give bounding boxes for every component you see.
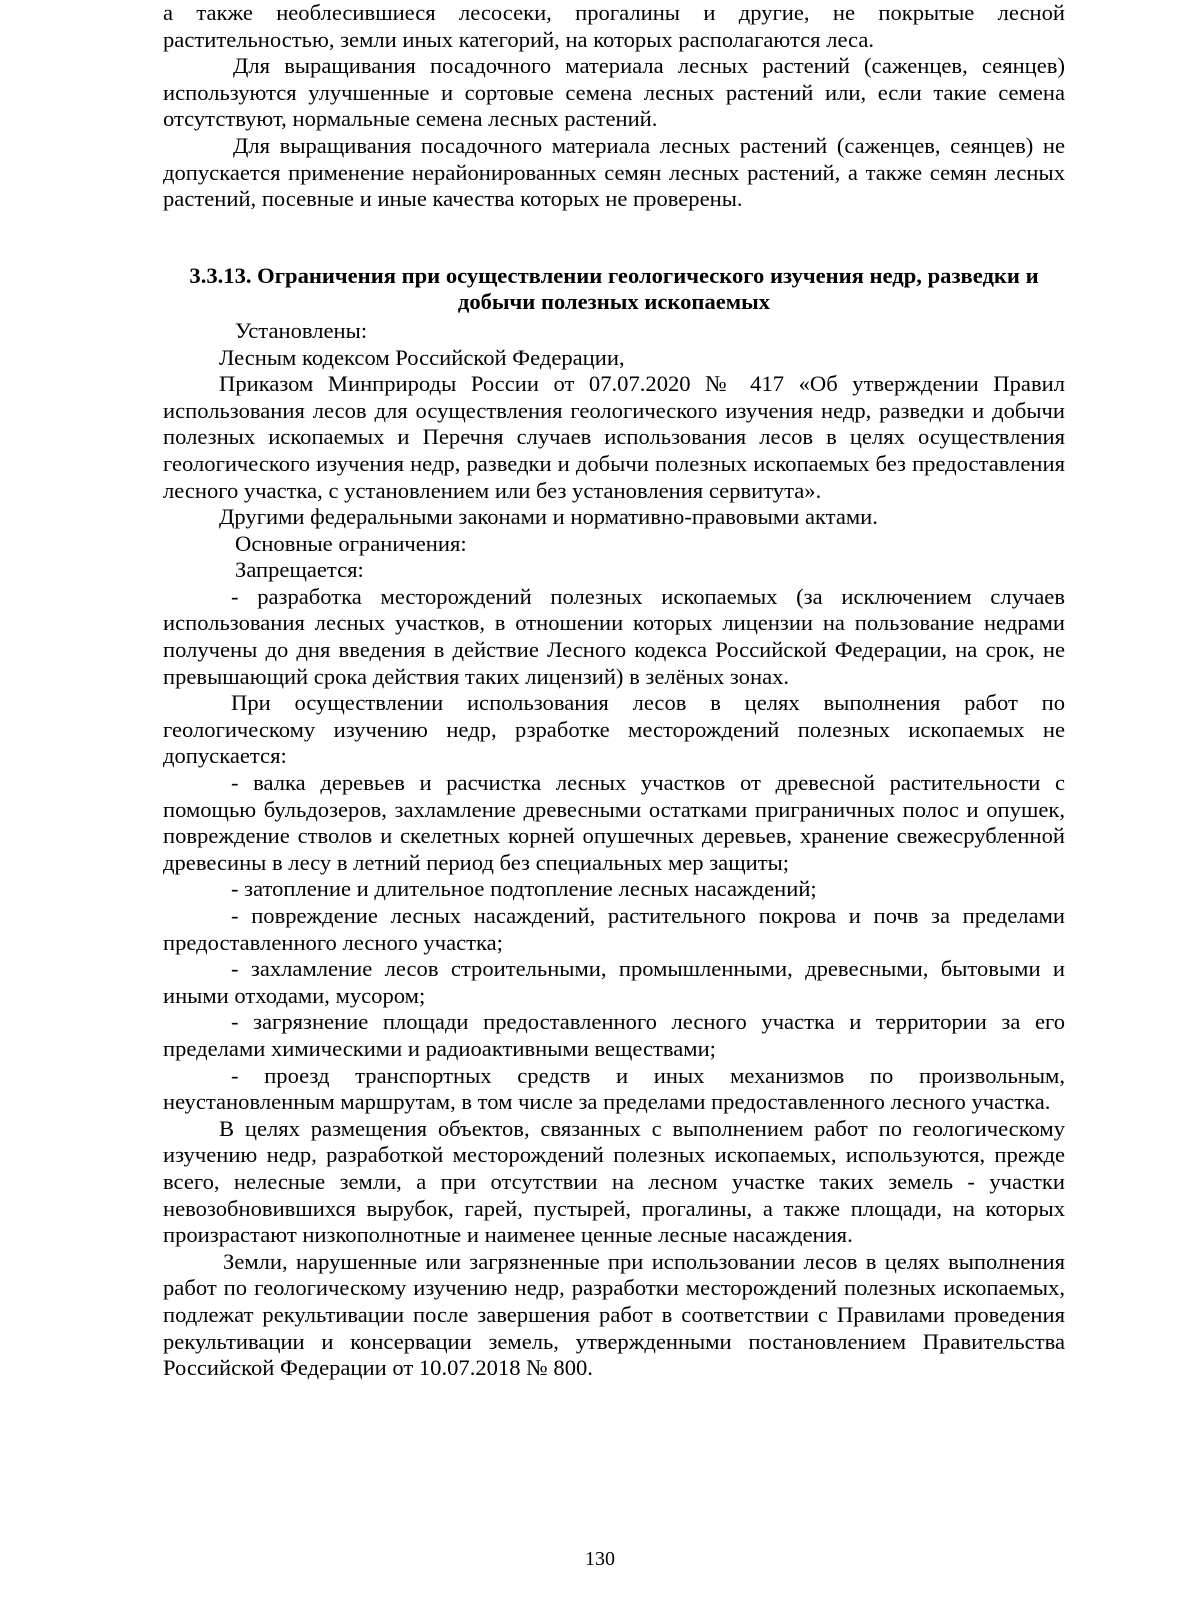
not-allowed-item: - повреждение лесных насаждений, растительного покрова и почв за пределами предоставленного лесного участка; — [163, 903, 1065, 955]
prohibited-label: Запрещается: — [235, 557, 364, 583]
paragraph-seeds-prohibited: Для выращивания посадочного материала лесных растений (саженцев, сеянцев) не допускается применение нерайонированных семян лесных растений, а также семян лесных растений, посевные и иные качества которых не проверены. — [163, 132, 1065, 212]
established-label: Установлены: — [235, 317, 368, 343]
page-number: 130 — [585, 1548, 615, 1570]
not-allowed-item: - захламление лесов строительными, промышленными, древесными, бытовыми и иными отходами, мусором; — [163, 956, 1065, 1008]
forest-code-line: Лесным кодексом Российской Федерации, — [219, 344, 625, 370]
page-body — [163, 0, 1065, 1382]
ministry-order-paragraph: Приказом Минприроды России от 07.07.2020 № 417 «Об утверждении Правил использования лесов для осуществления геологического изучения недр, разведки и добычи полезных ископаемых и Перечня случаев использования лесов в целях осуществления геологического изучения недр, разведки и добычи полезных ископаемых без предоставления лесного участка, с установлением или без установления сервитута». — [163, 371, 1065, 503]
section-heading: 3.3.13. Ограничения при осуществлении геологического изучения недр, разведки и добычи полезных ископаемых — [189, 262, 1039, 315]
paragraph-continuation: а также необлесившиеся лесосеки, прогалины и другие, не покрытые лесной растительностью, земли иных категорий, на которых располагаются леса. — [163, 0, 1065, 52]
paragraph-seeds-used: Для выращивания посадочного материала лесных растений (саженцев, сеянцев) используются улучшенные и сортовые семена лесных растений или, если такие семена отсутствуют, нормальные семена лесных растений. — [163, 53, 1065, 132]
main-restrictions-label: Основные ограничения: — [235, 530, 467, 556]
not-allowed-item: - загрязнение площади предоставленного лесного участка и территории за его пределами химическими и радиоактивными веществами; — [163, 1009, 1065, 1061]
not-allowed-item: - валка деревьев и расчистка лесных участков от древесной растительности с помощью бульдозеров, захламление древесными остатками приграничных полос и опушек, повреждение стволов и скелетных корней опушечных деревьев, хранение свежесрубленной древесины в лесу в летний период без специальных мер защиты; — [163, 770, 1065, 875]
not-allowed-item: - проезд транспортных средств и иных механизмов по произвольным, неустановленным маршрутам, в том числе за пределами предоставленного лесного участка. — [163, 1062, 1065, 1115]
other-laws-line: Другими федеральными законами и нормативно-правовыми актами. — [219, 504, 878, 530]
prohibited-item: - разработка месторождений полезных ископаемых (за исключением случаев использования лесных участков, в отношении которых лицензии на пользование недрами получены до дня введения в действие Лесного кодекса Российской Федерации, на срок, не превышающий срока действия таких лицензий) в зелёных зонах. — [163, 583, 1065, 689]
recultivation-paragraph: Земли, нарушенные или загрязненные при использовании лесов в целях выполнения работ по геологическому изучению недр, разработки месторождений полезных ископаемых, подлежат рекультивации после завершения работ в соответствии с Правилами проведения рекультивации и консервации земель, утвержденными постановлением Правительства Российской Федерации от 10.07.2018 № 800. — [163, 1248, 1065, 1381]
not-allowed-item: - затопление и длительное подтопление лесных насаждений; — [231, 876, 817, 902]
placement-paragraph: В целях размещения объектов, связанных с выполнением работ по геологическому изучению недр, разработкой месторождений полезных ископаемых, используются, прежде всего, нелесные земли, а при отсутствии на лесном участке таких земель - участки невозобновившихся вырубок, гарей, пустырей, прогалины, а также площади, на которых произрастают низкополнотные и наименее ценные лесные насаждения. — [163, 1115, 1065, 1248]
not-allowed-intro: При осуществлении использования лесов в целях выполнения работ по геологическому изучению недр, рзработке месторождений полезных ископаемых не допускается: — [163, 690, 1065, 769]
